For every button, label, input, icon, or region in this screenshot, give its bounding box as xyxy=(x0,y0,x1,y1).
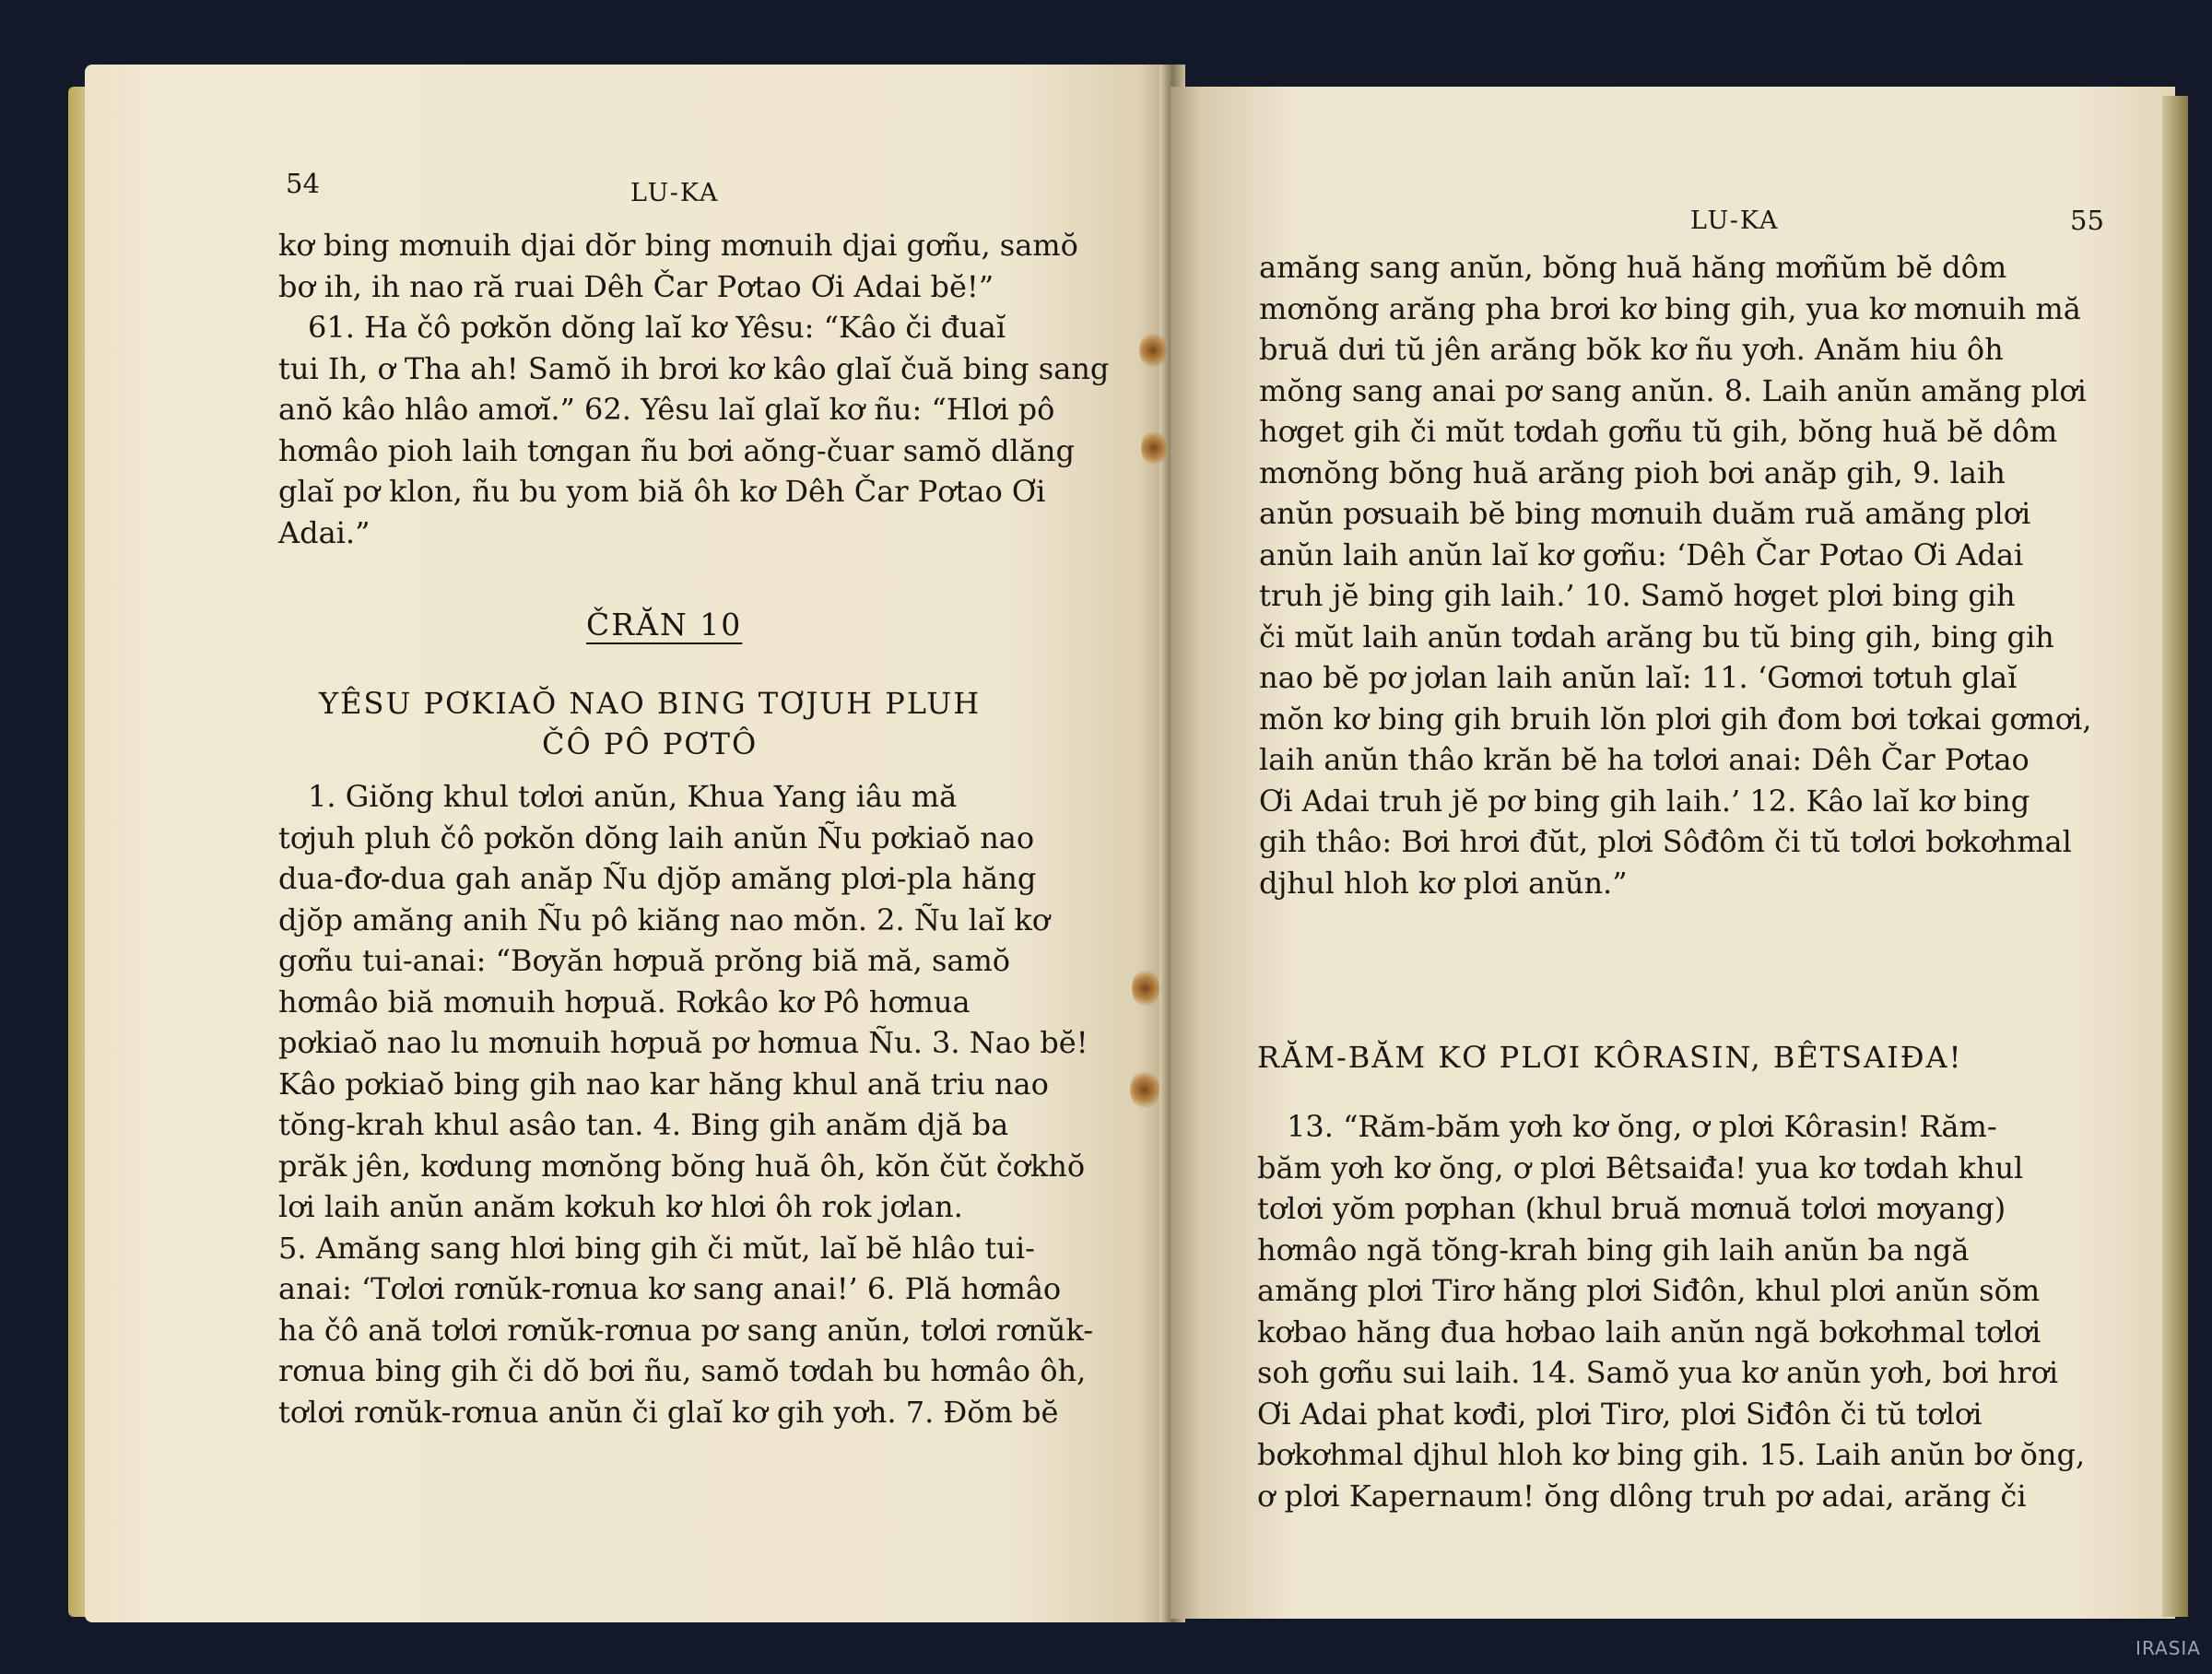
text-line: hơmâo ngă tŏng-krah bing gih laih anŭn ba ngă xyxy=(1257,1232,1970,1267)
text-line: dua-đơ-dua gah anăp Ñu djŏp amăng plơi-pla hăng xyxy=(278,861,1037,896)
section-heading-line-2: ČÔ PÔ PƠTÔ xyxy=(542,726,759,761)
text-line: gơñu tui-anai: “Bơyăn hơpuă prŏng biă mă, samŏ xyxy=(278,943,1011,978)
text-line: pơkiaŏ nao lu mơnuih hơpuă pơ hơmua Ñu. 3. Nao bĕ! xyxy=(278,1025,1088,1060)
right-section-heading: RĂM-BĂM KƠ PLƠI KÔRASIN, BÊTSAIĐA! xyxy=(1257,1040,1963,1075)
text-line: mŏng sang anai pơ sang anŭn. 8. Laih anŭn amăng plơi xyxy=(1259,372,2087,408)
text-line: mơnŏng arăng pha brơi kơ bing gih, yua kơ mơnuih mă xyxy=(1259,290,2081,326)
text-line: kơbao hăng đua hơbao laih anŭn ngă bơkơhmal tơlơi xyxy=(1257,1314,2041,1350)
text-line: hơmâo pioh laih tơngan ñu bơi aŏng-čuar samŏ dlăng xyxy=(278,432,1075,468)
text-line: 61. Ha čô pơkŏn dŏng laĭ kơ Yêsu: “Kâo či đuaĭ xyxy=(308,310,1006,345)
text-line: amăng sang anŭn, bŏng huă hăng mơñŭm bĕ dôm xyxy=(1259,250,2007,285)
left-page xyxy=(85,65,1172,1622)
text-line: či mŭt laih anŭn tơdah arăng bu tŭ bing gih, bing gih xyxy=(1259,619,2054,654)
binding-hole xyxy=(1139,332,1167,369)
text-line: anai: ‘Tơlơi rơnŭk-rơnua kơ sang anai!’ 6. Plă hơmâo xyxy=(278,1271,1062,1306)
open-book xyxy=(68,65,2188,1622)
text-line: hơget gih či mŭt tơdah gơñu tŭ gih, bŏng huă bĕ dôm xyxy=(1259,414,2058,449)
text-line: 1. Giŏng khul tơlơi anŭn, Khua Yang iâu mă xyxy=(308,779,958,814)
chapter-label: ČRĂN 10 xyxy=(586,607,743,642)
text-line: tui Ih, ơ Tha ah! Samŏ ih brơi kơ kâo glaĭ čuă bing sang xyxy=(278,350,1110,386)
text-line: tơlơi yŏm pơphan (khul bruă mơnuă tơlơi mơyang) xyxy=(1257,1191,2006,1226)
text-line: anŭn laih anŭn laĭ kơ gơñu: ‘Dêh Čar Pơtao Ơi Adai xyxy=(1259,536,2024,572)
text-line: anŏ kâo hlâo amơĭ.” 62. Yêsu laĭ glaĭ kơ ñu: “Hlơi pô xyxy=(278,392,1055,427)
text-line: mơnŏng bŏng huă arăng pioh bơi anăp gih, 9. laih xyxy=(1259,454,2006,490)
text-line: truh jĕ bing gih laih.’ 10. Samŏ hơget plơi bing gih xyxy=(1259,578,2016,613)
binding-hole xyxy=(1141,430,1167,466)
text-line: prăk jên, kơdung mơnŏng bŏng huă ôh, kŏn čŭt čơkhŏ xyxy=(278,1148,1086,1184)
text-line: Ơi Adai phat kơđi, plơi Tirơ, plơi Siđôn či tŭ tơlơi xyxy=(1257,1396,1983,1432)
text-line: bơkơhmal djhul hloh kơ bing gih. 15. Laih anŭn bơ ŏng, xyxy=(1257,1437,2086,1472)
text-line: amăng plơi Tirơ hăng plơi Siđôn, khul plơi anŭn sŏm xyxy=(1257,1273,2041,1308)
text-line: anŭn pơsuaih bĕ bing mơnuih duăm ruă amăng plơi xyxy=(1259,496,2031,531)
text-line: bơ ih, ih nao ră ruai Dêh Čar Pơtao Ơi Adai bĕ!” xyxy=(278,268,994,304)
left-page-number: 54 xyxy=(286,168,320,199)
text-line: soh gơñu sui laih. 14. Samŏ yua kơ anŭn yơh, bơi hrơi xyxy=(1257,1355,2059,1390)
text-line: mŏn kơ bing gih bruih lŏn plơi gih đom bơi tơkai gơmơi, xyxy=(1259,701,2092,737)
text-line: 5. Amăng sang hlơi bing gih či mŭt, laĭ bĕ hlâo tui- xyxy=(278,1230,1035,1266)
text-line: tŏng-krah khul asâo tan. 4. Bing gih anăm djă ba xyxy=(278,1107,1009,1142)
right-page-edge xyxy=(2162,96,2188,1617)
left-running-header: LU-KA xyxy=(630,179,720,207)
text-line: kơ bing mơnuih djai dŏr bing mơnuih djai gơñu, samŏ xyxy=(278,228,1078,263)
right-running-header: LU-KA xyxy=(1690,206,1780,235)
text-line: Adai.” xyxy=(278,514,371,550)
section-heading-line-1: YÊSU PƠKIAŎ NAO BING TƠJUH PLUH xyxy=(319,686,982,721)
text-line: Ơi Adai truh jĕ pơ bing gih laih.’ 12. Kâo laĭ kơ bing xyxy=(1259,783,2030,819)
text-line: ơ plơi Kapernaum! ŏng dlông truh pơ adai, arăng či xyxy=(1257,1478,2027,1514)
watermark-label: IRASIA xyxy=(2136,1637,2201,1659)
text-line: ha čô ană tơlơi rơnŭk-rơnua pơ sang anŭn, tơlơi rơnŭk- xyxy=(278,1312,1094,1348)
text-line: tơlơi rơnŭk-rơnua anŭn či glaĭ kơ gih yơh. 7. Đŏm bĕ xyxy=(278,1394,1059,1430)
binding-hole xyxy=(1132,968,1159,1008)
text-line: lơi laih anŭn anăm kơkuh kơ hlơi ôh rok jơlan. xyxy=(278,1189,963,1224)
text-line: bruă dưi tŭ jên arăng bŏk kơ ñu yơh. Anăm hiu ôh xyxy=(1259,332,2004,367)
text-line: gih thâo: Bơi hrơi đŭt, plơi Sôđôm či tŭ tơlơi bơkơhmal xyxy=(1259,824,2072,859)
text-line: djŏp amăng anih Ñu pô kiăng nao mŏn. 2. Ñu laĭ kơ xyxy=(278,902,1051,937)
text-line: hơmâo biă mơnuih hơpuă. Rơkâo kơ Pô hơmua xyxy=(278,984,971,1020)
text-line: Kâo pơkiaŏ bing gih nao kar hăng khul ană triu nao xyxy=(278,1066,1049,1102)
text-line: laih anŭn thâo krăn bĕ ha tơlơi anai: Dêh Čar Pơtao xyxy=(1259,742,2030,777)
right-page-number: 55 xyxy=(2070,205,2104,236)
text-line: djhul hloh kơ plơi anŭn.” xyxy=(1259,865,1628,901)
binding-hole xyxy=(1130,1069,1159,1110)
right-page xyxy=(1171,87,2175,1619)
text-line: 13. “Răm-băm yơh kơ ŏng, ơ plơi Kôrasin! Răm- xyxy=(1287,1109,1997,1144)
text-line: tơjuh pluh čô pơkŏn dŏng laih anŭn Ñu pơkiaŏ nao xyxy=(278,819,1035,855)
text-line: băm yơh kơ ŏng, ơ plơi Bêtsaiđa! yua kơ tơdah khul xyxy=(1257,1149,2024,1185)
text-line: rơnua bing gih či dŏ bơi ñu, samŏ tơdah bu hơmâo ôh, xyxy=(278,1353,1087,1388)
text-line: glaĭ pơ klon, ñu bu yom biă ôh kơ Dêh Čar Pơtao Ơi xyxy=(278,474,1046,509)
text-line: nao bĕ pơ jơlan laih anŭn laĭ: 11. ‘Gơmơi tơtuh glaĭ xyxy=(1259,660,2018,695)
